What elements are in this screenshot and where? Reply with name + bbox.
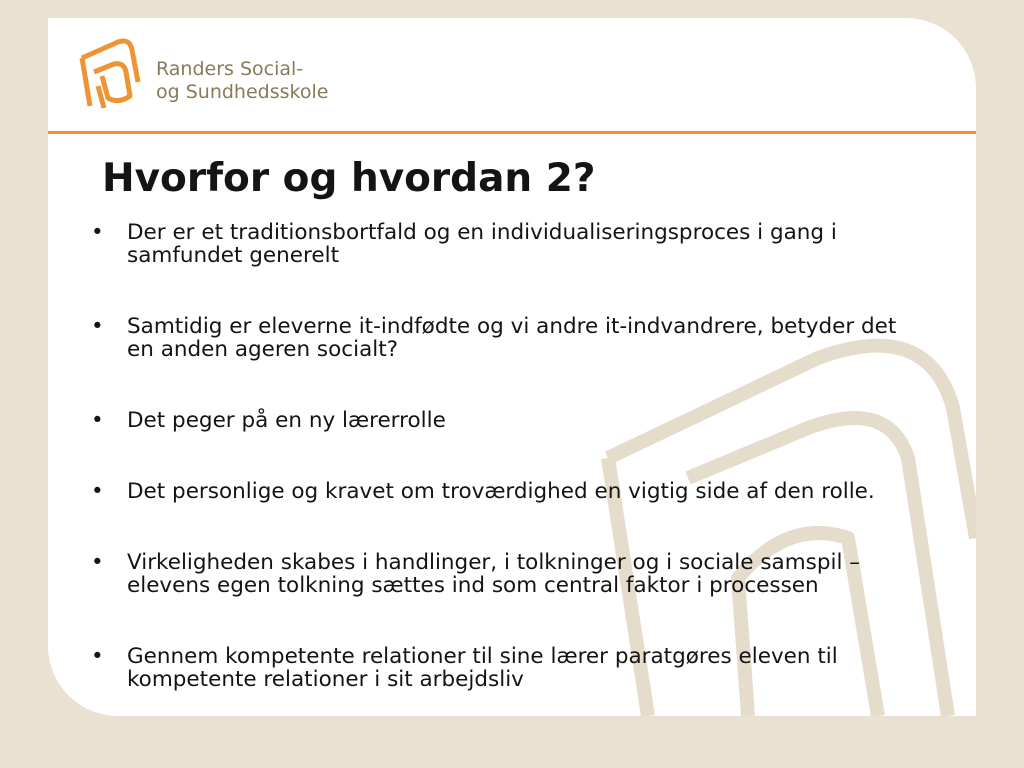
slide-canvas — [48, 18, 976, 716]
bullet-item: • Gennem kompetente relationer til sine lærer paratgøres eleven til kompetente relationer i sit arbejdsliv — [83, 645, 913, 691]
rss-logo-icon — [74, 36, 144, 112]
organization-name-line1: Randers Social- — [156, 58, 304, 80]
organization-name — [156, 58, 328, 104]
slide-title: Hvorfor og hvordan 2? — [102, 156, 596, 201]
bullet-list — [83, 221, 913, 716]
bullet-item: • Det personlige og kravet om troværdighed en vigtig side af den rolle. — [83, 480, 913, 503]
header-divider — [48, 131, 976, 134]
bullet-item: • Samtidig er eleverne it-indfødte og vi andre it-indvandrere, betyder det en anden ageren socialt? — [83, 315, 913, 361]
bullet-item: • Det peger på en ny lærerrolle — [83, 409, 913, 432]
bullet-item: • Der er et traditionsbortfald og en individualiseringsproces i gang i samfundet generelt — [83, 221, 913, 267]
bullet-item: • Virkeligheden skabes i handlinger, i tolkninger og i sociale samspil – elevens egen tolkning sættes ind som central faktor i processen — [83, 551, 913, 597]
organization-name-line2: og Sundhedsskole — [156, 81, 329, 103]
